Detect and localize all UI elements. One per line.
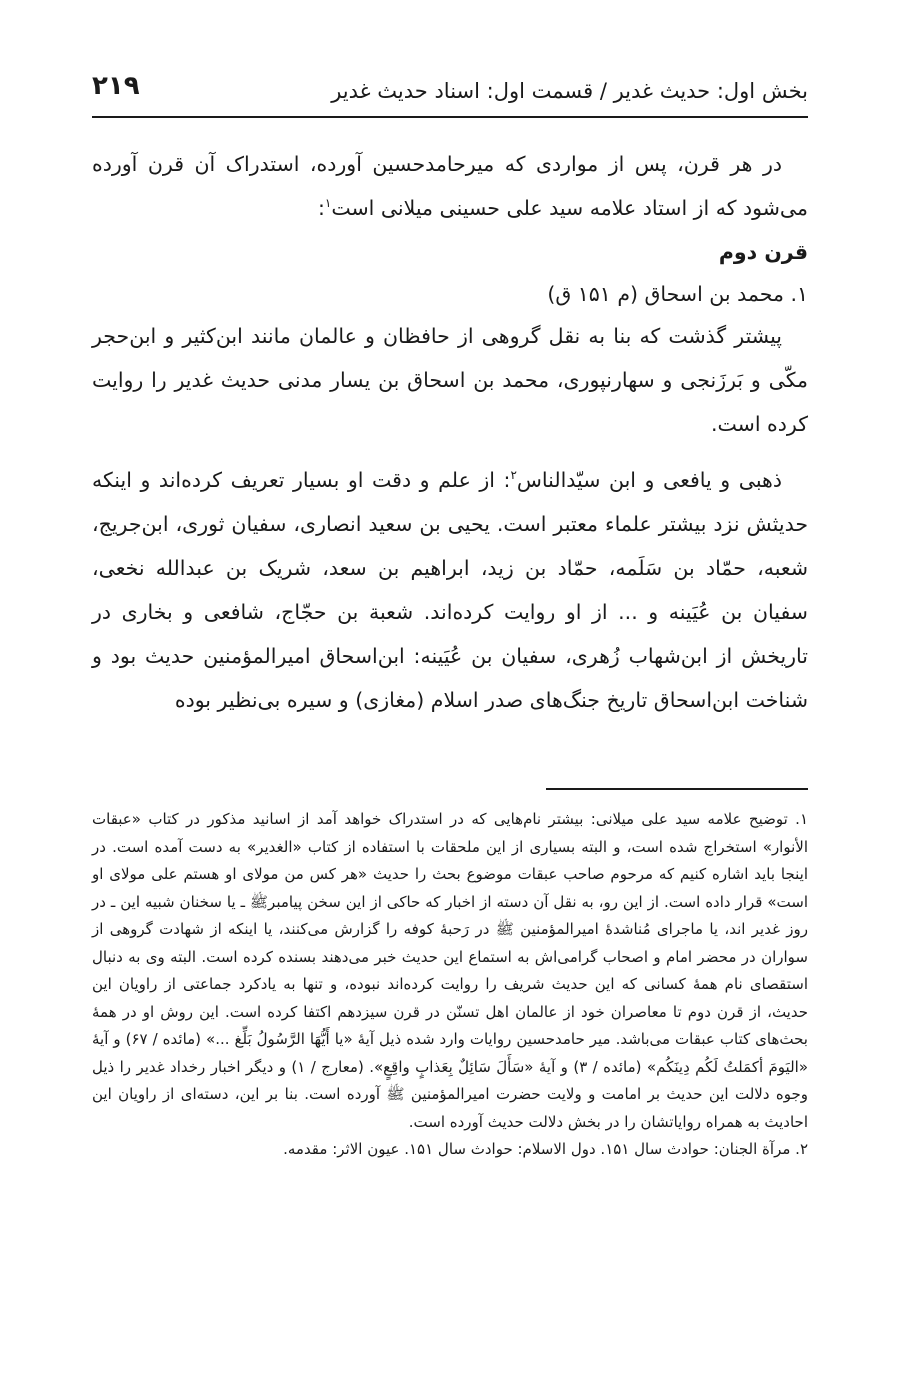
footnote-ref-1[interactable]: ۱ <box>324 196 332 211</box>
footnote-ref-2[interactable]: ۲ <box>510 468 517 483</box>
intro-text: در هر قرن، پس از مواردی که میرحامدحسین آورده، استدراک آن قرن آورده می‌شود که از استاد علامه سید علی حسینی میلانی است <box>92 152 808 220</box>
intro-tail: : <box>317 196 325 220</box>
item-title: ۱. محمد بن اسحاق (م ۱۵۱ ق) <box>547 282 808 306</box>
intro-paragraph <box>92 142 808 230</box>
footnote-2: ۲. مرآة الجنان: حوادث سال ۱۵۱. دول الاسلام: حوادث سال ۱۵۱. عیون الاثر: مقدمه. <box>283 1140 808 1158</box>
footnote-separator <box>546 788 808 790</box>
paragraph-1: پیشتر گذشت که بنا به نقل گروهی از حافظان و عالمان مانند ابن‌کثیر و ابن‌حجر مکّی و بَرزَنجی و سهارنپوری، محمد بن اسحاق بن یسار مدنی حدیث غدیر را روایت کرده است. <box>92 324 808 436</box>
footnote-1: ۱. توضیح علامه سید علی میلانی: بیشتر نام‌هایی که در استدراک خواهد آمد از اسانید مذکور در کتاب «عبقات الأنوار» استخراج شده است، و البته بسیاری از این ملحقات با استفاده از کتاب «الغدیر» به دست آمده است. در اینجا باید اشاره کنیم که مرحوم صاحب عبقات موضوع بحث را حدیث «هر کس من مولای او هستم علی مولای او است» قرار داده است. از این رو، به نقل آن دسته از اخبار که حاکی از این سخن پیامبرﷺ ـ یا سخنان شبیه این ـ در روز غدیر اند، یا ماجرای مُناشدهٔ امیرالمؤمنین ﷺ در رَحبهٔ کوفه را گزارش می‌کنند، یا اینکه از شهادت گروهی از سواران در محضر امام و اصحاب گرامی‌اش به استماع این حدیث خبر می‌دهند بسنده کرده است. البته وی به دنبال استقصای نام همهٔ کسانی که این حدیث شریف را روایت کرده‌اند نبوده، و تنها به یادکرد جماعتی از راویان این حدیث، از قرن دوم تا معاصران خود از عالمان اهل تسنّن در قرن سیزدهم اکتفا کرده است. این روش او در همهٔ بحث‌های کتاب عبقات می‌باشد. میر حامدحسین روایات وارد شده ذیل آیهٔ «یا أَیُّهَا الرَّسُولُ بَلِّغ ...» (مائده / ۶۷) و آیهٔ «الیَومَ أکمَلتُ لَکُم دِینَکُم» (مائده / ۳) و آیهٔ «سَأَلَ سَائِلٌ بِعَذابٍ واقِعٍ». (معارج / ۱) و دیگر اخبار رخداد غدیر را ذیل وجوه دلالت این حدیث بر امامت و ولایت حضرت امیرالمؤمنین ﷺ آورده است. بنا بر این، دسته‌ای از راویان این احادیث به همراه روایاتشان را در بخش دلالت حدیث آورده است. <box>92 810 809 1131</box>
section-heading: قرن دوم <box>718 240 808 264</box>
paragraph-2 <box>92 458 808 722</box>
paragraph-2-text: : از علم و دقت او بسیار تعریف کرده‌اند و اینکه حدیثش نزد بیشتر علماء معتبر است. یحیی بن سعید انصاری، سفیان ثوری، ابن‌جریج، شعبه، حمّاد بن سَلَمه، حمّاد بن زید، ابراهیم بن سعد، شریک بن عبدالله نخعی، سفیان بن عُیَینه و ... از او روایت کرده‌اند. شعبة بن حجّاج، شافعی و بخاری در تاریخش از ابن‌شهاب زُهری، سفیان بن عُیَینه: ابن‌اسحاق امیرالمؤمنین حدیث بود و شناخت ابن‌اسحاق تاریخ جنگ‌های صدر اسلام (مغازی) و سیره بی‌نظیر بوده <box>92 468 808 712</box>
main-text <box>92 142 808 722</box>
footnotes <box>92 806 808 1164</box>
paragraph-2-lead: ذهبی و یافعی و ابن سیّدالناس <box>516 468 782 492</box>
running-head: بخش اول: حدیث غدیر / قسمت اول: اسناد حدیث غدیر <box>331 79 808 103</box>
page-header <box>92 66 808 118</box>
page-number: ۲۱۹ <box>92 71 140 101</box>
